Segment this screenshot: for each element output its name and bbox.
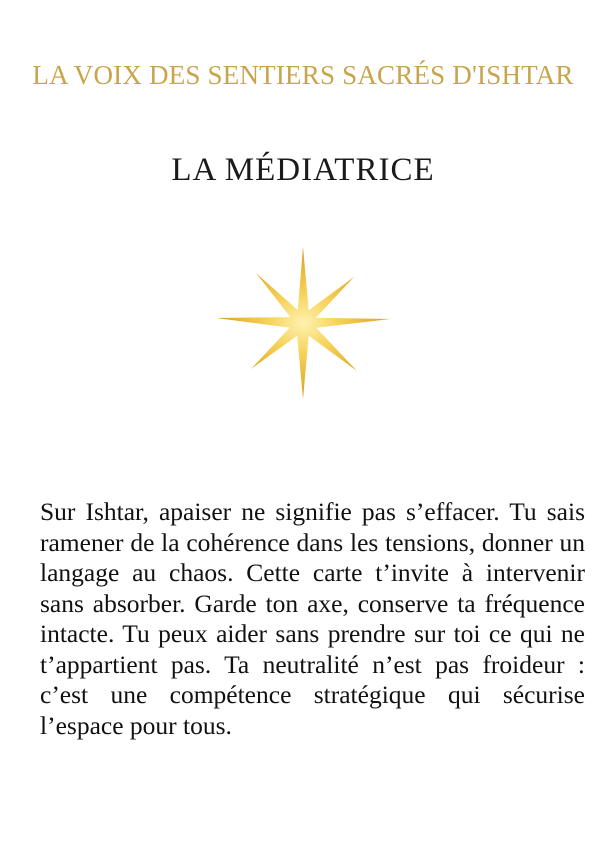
card-message: Sur Ishtar, apaiser ne signifie pas s’effacer. Tu sais ramener de la cohérence dans les tensions, donner un langage au chaos. Cette carte t’invite à intervenir sans absorber. Garde ton axe, conserve ta fréquence intacte. Tu peux aider sans prendre sur toi ce qui ne t’appartient pas. Ta neutralité n’est pas froideur : c’est une compétence stratégique qui sécurise l’espace pour tous. — [40, 497, 585, 740]
card-title: LA MÉDIATRICE — [171, 152, 435, 188]
deck-title: LA VOIX DES SENTIERS SACRÉS D'ISHTAR — [32, 60, 574, 90]
eight-pointed-star-icon — [216, 247, 390, 399]
